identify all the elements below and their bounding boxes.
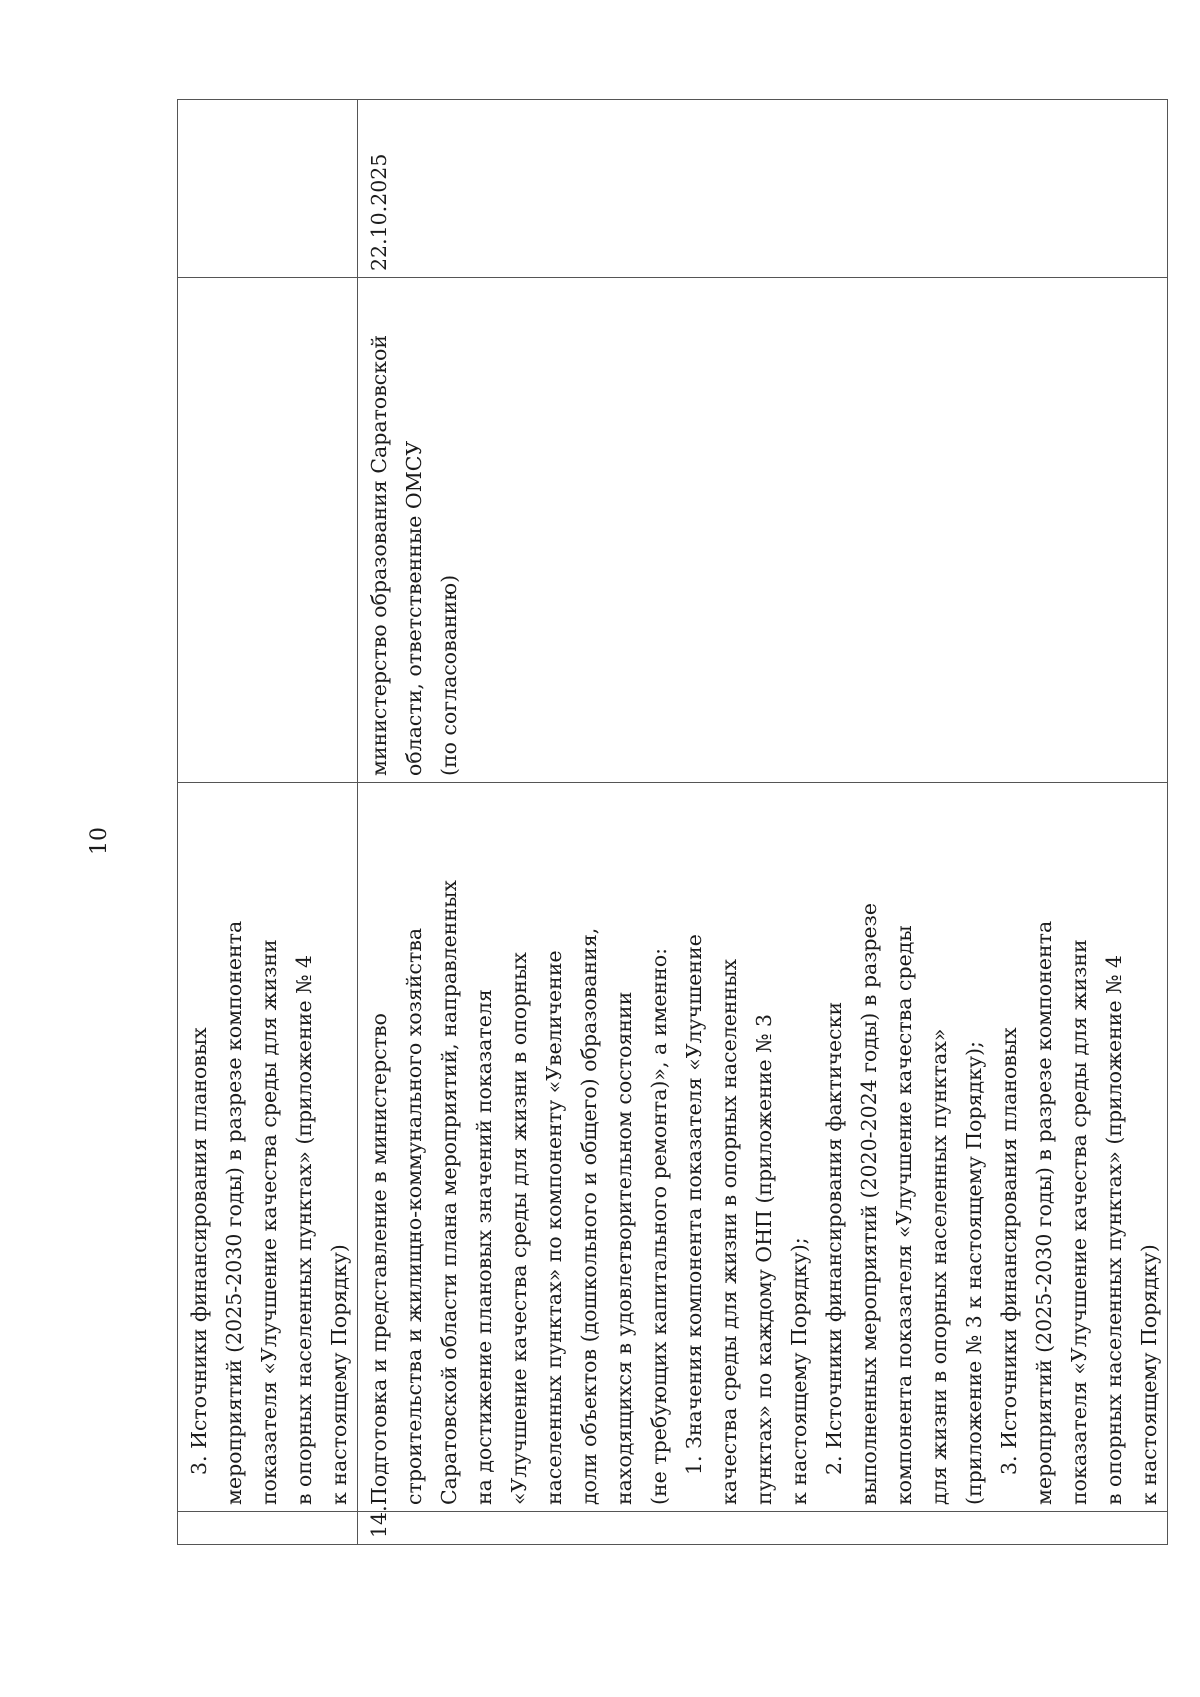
task-line: (не требующих капитального ремонта)», а именно:	[647, 947, 671, 1505]
rotated-page-content	[177, 100, 1161, 1545]
task-line: 1. Значения компонента показателя «Улучшение	[682, 934, 706, 1475]
table-row	[178, 100, 358, 1545]
task-line: 3. Источники финансирования плановых	[997, 1027, 1021, 1475]
task-line: 3. Источники финансирования плановых	[187, 1027, 211, 1475]
task-line: доли объектов (дошкольного и общего) образования,	[577, 927, 601, 1505]
task-line: пунктах» по каждому ОНП (приложение № 3	[752, 1013, 776, 1505]
date-cell: 22.10.2025	[358, 100, 1168, 278]
row-number-cell: 14.	[358, 1512, 1168, 1545]
table-row	[358, 100, 1168, 1545]
task-line: качества среды для жизни в опорных населенных	[717, 958, 741, 1505]
task-line: в опорных населенных пунктах» (приложение № 4	[1102, 954, 1126, 1505]
task-line: находящихся в удовлетворительном состоянии	[612, 991, 636, 1505]
task-line: показателя «Улучшение качества среды для жизни	[257, 939, 281, 1505]
task-line: населенных пунктах» по компоненту «Увеличение	[542, 950, 566, 1505]
schedule-table	[177, 99, 1168, 1545]
task-line: выполненных мероприятий (2020-2024 годы) в разрезе	[857, 903, 881, 1505]
task-line: 2. Источники финансирования фактически	[822, 1001, 846, 1475]
task-line: на достижение плановых значений показателя	[472, 989, 496, 1505]
task-line: «Улучшение качества среды для жизни в опорных	[507, 952, 531, 1505]
executor-line: министерство образования Саратовской	[367, 334, 391, 776]
page-number: 10	[87, 827, 112, 855]
task-line: строительства и жилищно-коммунального хозяйства	[402, 927, 426, 1505]
executor-cell	[358, 278, 1168, 783]
task-line: в опорных населенных пунктах» (приложение № 4	[292, 954, 316, 1505]
task-cell	[178, 783, 358, 1512]
executor-line: области, ответственные ОМСУ	[402, 440, 426, 776]
task-line: Подготовка и представление в министерство	[367, 1013, 391, 1505]
task-line: к настоящему Порядку);	[787, 1237, 811, 1505]
task-line: показателя «Улучшение качества среды для жизни	[1067, 939, 1091, 1505]
executor-line: (по согласованию)	[437, 574, 461, 776]
task-line: компонента показателя «Улучшение качества среды	[892, 925, 916, 1505]
task-line: (приложение № 3 к настоящему Порядку);	[962, 1041, 986, 1505]
task-line: мероприятий (2025-2030 годы) в разрезе компонента	[1032, 920, 1056, 1505]
task-line: к настоящему Порядку)	[327, 1244, 351, 1505]
task-line: Саратовской области плана мероприятий, направленных	[437, 880, 461, 1505]
task-line: для жизни в опорных населенных пунктах»	[927, 1028, 951, 1505]
task-line: мероприятий (2025-2030 годы) в разрезе компонента	[222, 920, 246, 1505]
date-cell	[178, 100, 358, 278]
task-cell	[358, 783, 1168, 1512]
row-number-cell	[178, 1512, 358, 1545]
task-line: к настоящему Порядку)	[1137, 1244, 1161, 1505]
executor-cell	[178, 278, 358, 783]
